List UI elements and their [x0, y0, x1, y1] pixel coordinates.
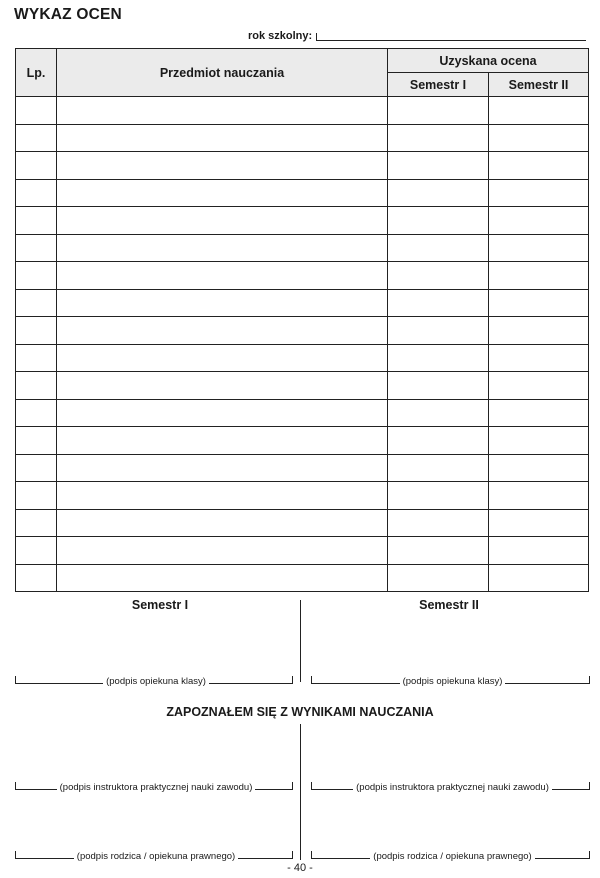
table-row	[16, 152, 589, 180]
semester-1-grade-cell[interactable]	[388, 207, 489, 235]
signature-label-semester-1: (podpis opiekuna klasy)	[103, 676, 209, 687]
subject-cell[interactable]	[57, 179, 388, 207]
semester-1-heading: Semestr I	[131, 598, 189, 612]
lp-cell[interactable]	[16, 344, 57, 372]
semester-1-grade-cell[interactable]	[388, 234, 489, 262]
semester-1-grade-cell[interactable]	[388, 509, 489, 537]
semester-2-grade-cell[interactable]	[489, 454, 589, 482]
signature-label-parent-left: (podpis rodzica / opiekuna prawnego)	[74, 851, 238, 862]
acknowledgement-heading: ZAPOZNAŁEM SIĘ Z WYNIKAMI NAUCZANIA	[166, 705, 434, 719]
table-row	[16, 97, 589, 125]
signature-label-instructor-right: (podpis instruktora praktycznej nauki zawodu)	[353, 782, 552, 793]
table-row	[16, 317, 589, 345]
table-row	[16, 427, 589, 455]
semester-1-grade-cell[interactable]	[388, 537, 489, 565]
column-header-semester-1: Semestr I	[388, 73, 489, 97]
subject-cell[interactable]	[57, 262, 388, 290]
subject-cell[interactable]	[57, 234, 388, 262]
semester-1-grade-cell[interactable]	[388, 482, 489, 510]
subject-cell[interactable]	[57, 399, 388, 427]
semester-2-grade-cell[interactable]	[489, 509, 589, 537]
semester-2-grade-cell[interactable]	[489, 564, 589, 592]
grades-table	[15, 48, 589, 592]
subject-cell[interactable]	[57, 372, 388, 400]
table-row	[16, 344, 589, 372]
table-row	[16, 537, 589, 565]
subject-cell[interactable]	[57, 537, 388, 565]
semester-1-grade-cell[interactable]	[388, 344, 489, 372]
subject-cell[interactable]	[57, 482, 388, 510]
semester-1-grade-cell[interactable]	[388, 152, 489, 180]
lp-cell[interactable]	[16, 482, 57, 510]
column-header-subject: Przedmiot nauczania	[57, 49, 388, 97]
subject-cell[interactable]	[57, 564, 388, 592]
subject-cell[interactable]	[57, 454, 388, 482]
semester-1-grade-cell[interactable]	[388, 262, 489, 290]
lp-cell[interactable]	[16, 454, 57, 482]
table-row	[16, 179, 589, 207]
subject-cell[interactable]	[57, 207, 388, 235]
subject-cell[interactable]	[57, 97, 388, 125]
signature-label-parent-right: (podpis rodzica / opiekuna prawnego)	[370, 851, 534, 862]
semester-1-grade-cell[interactable]	[388, 97, 489, 125]
table-row	[16, 509, 589, 537]
semester-divider	[300, 600, 301, 682]
table-row	[16, 207, 589, 235]
semester-2-grade-cell[interactable]	[489, 207, 589, 235]
semester-2-grade-cell[interactable]	[489, 537, 589, 565]
subject-cell[interactable]	[57, 317, 388, 345]
subject-cell[interactable]	[57, 427, 388, 455]
lp-cell[interactable]	[16, 179, 57, 207]
semester-1-grade-cell[interactable]	[388, 124, 489, 152]
table-row	[16, 372, 589, 400]
semester-2-grade-cell[interactable]	[489, 124, 589, 152]
column-header-lp: Lp.	[16, 49, 57, 97]
school-year-field[interactable]	[316, 33, 586, 41]
school-year-label: rok szkolny:	[248, 30, 313, 42]
table-row	[16, 482, 589, 510]
lp-cell[interactable]	[16, 564, 57, 592]
table-row	[16, 289, 589, 317]
semester-1-grade-cell[interactable]	[388, 427, 489, 455]
lp-cell[interactable]	[16, 262, 57, 290]
page-number: - 40 -	[287, 862, 313, 874]
signature-label-instructor-left: (podpis instruktora praktycznej nauki zawodu)	[57, 782, 256, 793]
acknowledgement-divider	[300, 724, 301, 860]
semester-2-grade-cell[interactable]	[489, 262, 589, 290]
table-row	[16, 399, 589, 427]
semester-1-grade-cell[interactable]	[388, 179, 489, 207]
semester-1-grade-cell[interactable]	[388, 454, 489, 482]
semester-2-grade-cell[interactable]	[489, 399, 589, 427]
lp-cell[interactable]	[16, 234, 57, 262]
subject-cell[interactable]	[57, 344, 388, 372]
semester-2-grade-cell[interactable]	[489, 289, 589, 317]
table-row	[16, 124, 589, 152]
table-row	[16, 454, 589, 482]
semester-1-grade-cell[interactable]	[388, 317, 489, 345]
lp-cell[interactable]	[16, 152, 57, 180]
column-header-semester-2: Semestr II	[489, 73, 589, 97]
table-row	[16, 564, 589, 592]
lp-cell[interactable]	[16, 399, 57, 427]
lp-cell[interactable]	[16, 124, 57, 152]
lp-cell[interactable]	[16, 97, 57, 125]
table-row	[16, 234, 589, 262]
semester-2-grade-cell[interactable]	[489, 97, 589, 125]
lp-cell[interactable]	[16, 289, 57, 317]
signature-label-semester-2: (podpis opiekuna klasy)	[400, 676, 506, 687]
column-header-grade-group: Uzyskana ocena	[388, 49, 589, 73]
semester-2-heading: Semestr II	[419, 598, 479, 612]
semester-1-grade-cell[interactable]	[388, 399, 489, 427]
lp-cell[interactable]	[16, 207, 57, 235]
semester-1-grade-cell[interactable]	[388, 289, 489, 317]
lp-cell[interactable]	[16, 537, 57, 565]
semester-2-grade-cell[interactable]	[489, 344, 589, 372]
subject-cell[interactable]	[57, 152, 388, 180]
semester-2-grade-cell[interactable]	[489, 427, 589, 455]
semester-2-grade-cell[interactable]	[489, 234, 589, 262]
lp-cell[interactable]	[16, 317, 57, 345]
lp-cell[interactable]	[16, 372, 57, 400]
subject-cell[interactable]	[57, 124, 388, 152]
table-row	[16, 262, 589, 290]
grade-rows	[16, 97, 589, 592]
subject-cell[interactable]	[57, 509, 388, 537]
lp-cell[interactable]	[16, 427, 57, 455]
semester-2-grade-cell[interactable]	[489, 152, 589, 180]
semester-1-grade-cell[interactable]	[388, 564, 489, 592]
semester-2-grade-cell[interactable]	[489, 179, 589, 207]
semester-2-grade-cell[interactable]	[489, 372, 589, 400]
semester-1-grade-cell[interactable]	[388, 372, 489, 400]
lp-cell[interactable]	[16, 509, 57, 537]
subject-cell[interactable]	[57, 289, 388, 317]
semester-2-grade-cell[interactable]	[489, 482, 589, 510]
page-title: WYKAZ OCEN	[14, 6, 122, 23]
semester-2-grade-cell[interactable]	[489, 317, 589, 345]
